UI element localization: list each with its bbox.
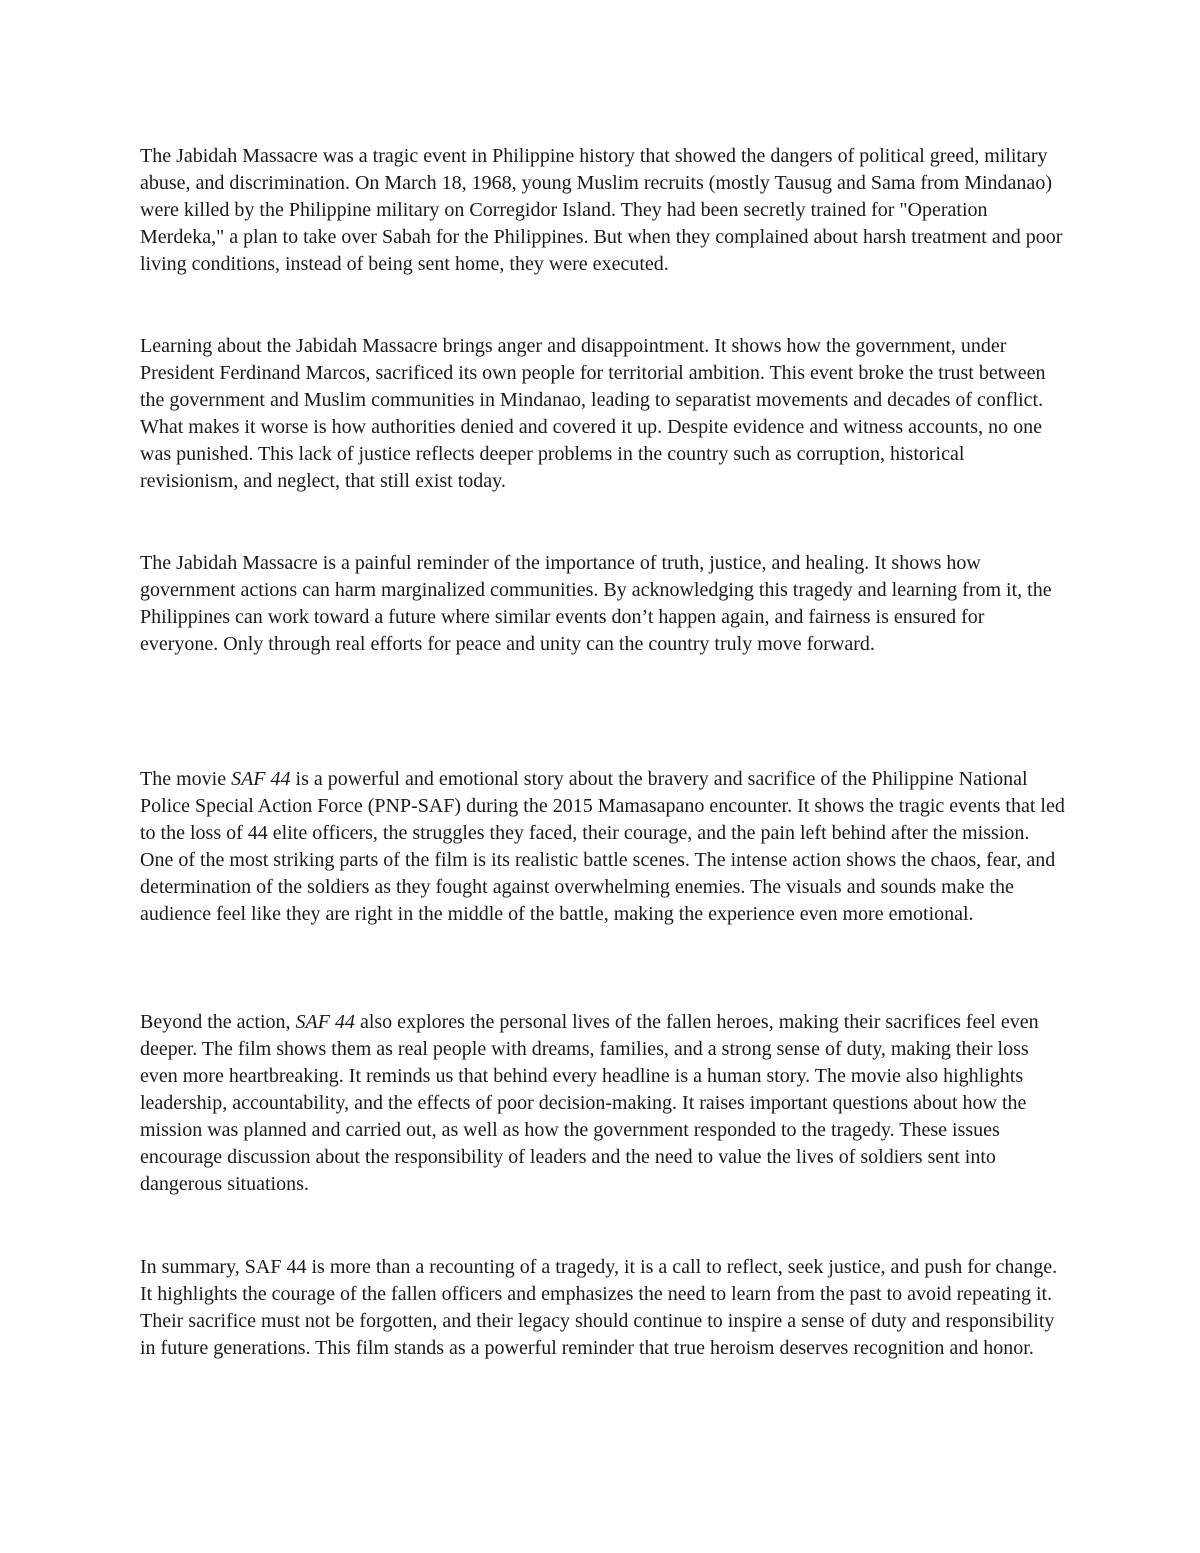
paragraph-jabidah-intro: [140, 143, 1065, 278]
paragraph-text: [140, 1009, 1065, 1198]
paragraph-rest: is a powerful and emotional story about the bravery and sacrifice of the Philippine National Police Special Action Force (PNP-SAF) during the 2015 Mamasapano encounter. It shows the tragic events that led to the loss of 44 elite officers, the struggles they faced, their courage, and the pain left behind after the mission. One of the most striking parts of the film is its realistic battle scenes. The intense action shows the chaos, fear, and determination of the soldiers as they fought against overwhelming enemies. The visuals and sounds make the audience feel like they are right in the middle of the battle, making the experience even more emotional.: [140, 768, 1065, 925]
paragraph-lead: The movie: [140, 768, 232, 790]
paragraph-saf44-summary: [140, 1254, 1065, 1362]
paragraph-text: Learning about the Jabidah Massacre brings anger and disappointment. It shows how the government, under President Ferdinand Marcos, sacrificed its own people for territorial ambition. This event broke the trust between the government and Muslim communities in Mindanao, leading to separatist movements and decades of conflict. What makes it worse is how authorities denied and covered it up. Despite evidence and witness accounts, no one was punished. This lack of justice reflects deeper problems in the country such as corruption, historical revisionism, and neglect, that still exist today.: [140, 335, 1046, 492]
paragraph-text: In summary, SAF 44 is more than a recounting of a tragedy, it is a call to reflect, seek justice, and push for change. It highlights the courage of the fallen officers and emphasizes the need to learn from the past to avoid repeating it. Their sacrifice must not be forgotten, and their legacy should continue to inspire a sense of duty and responsibility in future generations. This film stands as a powerful reminder that true heroism deserves recognition and honor.: [140, 1256, 1058, 1359]
paragraph-saf44-personal: [140, 1009, 1065, 1198]
paragraph-text: [140, 766, 1065, 928]
paragraph-saf44-intro: [140, 766, 1065, 928]
paragraph-jabidah-conclusion: [140, 550, 1065, 658]
paragraph-lead: Beyond the action,: [140, 1011, 296, 1033]
paragraph-rest: also explores the personal lives of the fallen heroes, making their sacrifices feel even deeper. The film shows them as real people with dreams, families, and a strong sense of duty, making their loss even more heartbreaking. It reminds us that behind every headline is a human story. The movie also highlights leadership, accountability, and the effects of poor decision-making. It raises important questions about how the mission was planned and carried out, as well as how the government responded to the tragedy. These issues encourage discussion about the responsibility of leaders and the need to value the lives of soldiers sent into dangerous situations.: [140, 1011, 1039, 1195]
paragraph-jabidah-reflection: [140, 333, 1065, 495]
movie-title: SAF 44: [231, 768, 291, 790]
paragraph-text: The Jabidah Massacre is a painful reminder of the importance of truth, justice, and healing. It shows how government actions can harm marginalized communities. By acknowledging this tragedy and learning from it, the Philippines can work toward a future where similar events don’t happen again, and fairness is ensured for everyone. Only through real efforts for peace and unity can the country truly move forward.: [140, 552, 1052, 655]
paragraph-text: The Jabidah Massacre was a tragic event in Philippine history that showed the dangers of political greed, military abuse, and discrimination. On March 18, 1968, young Muslim recruits (mostly Tausug and Sama from Mindanao) were killed by the Philippine military on Corregidor Island. They had been secretly trained for "Operation Merdeka," a plan to take over Sabah for the Philippines. But when they complained about harsh treatment and poor living conditions, instead of being sent home, they were executed.: [140, 145, 1063, 275]
movie-title: SAF 44: [295, 1011, 355, 1033]
